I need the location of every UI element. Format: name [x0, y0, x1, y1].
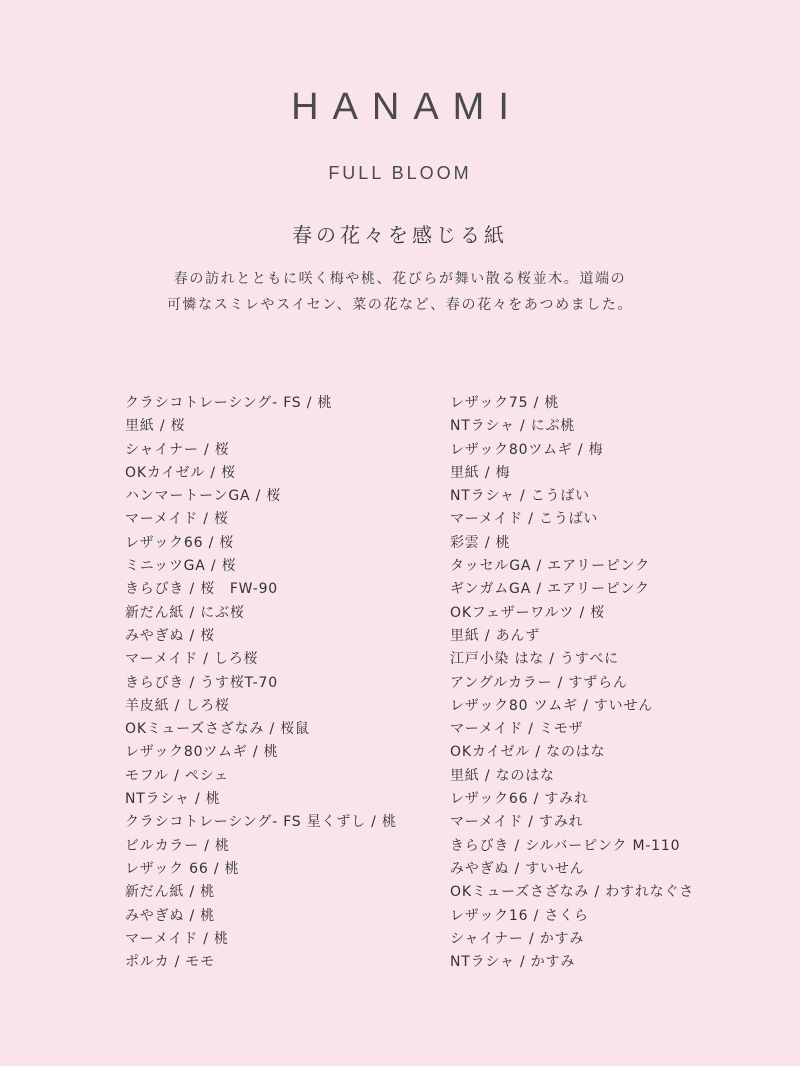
paper-list-item: レザック16 / さくら	[450, 907, 589, 924]
paper-list-item: アングルカラー / すずらん	[450, 674, 628, 691]
paper-list-item: ハンマートーンGA / 桜	[125, 488, 282, 505]
paper-list-item: OKミューズさざなみ / わすれなぐさ	[450, 884, 695, 901]
paper-list-item: 里紙 / 桜	[125, 418, 186, 435]
paper-list-right	[450, 393, 694, 975]
paper-list-item: みやぎぬ / すいせん	[450, 860, 585, 877]
paper-list-item: クラシコトレーシング- FS 星くずし / 桃	[125, 814, 397, 831]
paper-list-item: NTラシャ / にぶ桃	[450, 418, 576, 435]
paper-list-item: レザック 66 / 桃	[125, 860, 240, 877]
paper-list-item: モフル / ペシェ	[125, 767, 229, 784]
paper-list-item: 羊皮紙 / しろ桜	[125, 697, 230, 714]
brand-tagline: FULL BLOOM	[328, 163, 472, 183]
paper-list-item: 新だん紙 / 桃	[125, 884, 216, 901]
paper-list-item: マーメイド / すみれ	[450, 814, 584, 831]
brand-logo: HANAMI	[291, 86, 523, 128]
paper-list-item: OKカイゼル / 桜	[125, 464, 236, 481]
paper-list-item: レザック66 / すみれ	[450, 791, 589, 808]
paper-list-item: シャイナー / 桜	[125, 441, 230, 458]
paper-list-item: きらびき / シルバーピンク M-110	[450, 837, 681, 854]
paper-list-item: ポルカ / モモ	[125, 954, 216, 971]
paper-list-item: きらびき / 桜 FW-90	[125, 581, 279, 598]
paper-list-item: シャイナー / かすみ	[450, 930, 585, 947]
paper-list-item: レザック80ツムギ / 桃	[125, 744, 279, 761]
paper-list-item: NTラシャ / 桃	[125, 791, 221, 808]
paper-list-item: NTラシャ / かすみ	[450, 954, 576, 971]
paper-list-item: 新だん紙 / にぶ桜	[125, 604, 245, 621]
paper-list-item: ミニッツGA / 桜	[125, 558, 237, 575]
paper-list-item: レザック80ツムギ / 梅	[450, 441, 604, 458]
paper-list-item: マーメイド / ミモザ	[450, 721, 584, 738]
paper-list-item: 江戸小染 はな / うすべに	[450, 651, 619, 668]
paper-list-item: 里紙 / あんず	[450, 627, 541, 644]
page-heading: 春の花々を感じる紙	[292, 223, 508, 247]
intro-line-2: 可憐なスミレやスイセン、菜の花など、春の花々をあつめました。	[166, 297, 634, 313]
paper-list-item: きらびき / うす桜T-70	[125, 674, 278, 691]
paper-list-item: 里紙 / なのはな	[450, 767, 555, 784]
paper-list-item: NTラシャ / こうばい	[450, 488, 590, 505]
paper-list-item: みやぎぬ / 桜	[125, 627, 216, 644]
paper-list-item: レザック66 / 桜	[125, 534, 235, 551]
paper-list-item: レザック75 / 桃	[450, 395, 560, 411]
paper-list-item: タッセルGA / エアリーピンク	[450, 558, 651, 575]
paper-list-item: マーメイド / しろ桜	[125, 651, 259, 668]
paper-list-left	[125, 393, 397, 975]
paper-list-item: ビルカラー / 桃	[125, 837, 230, 854]
paper-list-item: ギンガムGA / エアリーピンク	[450, 581, 650, 598]
paper-list-item: OKミューズさざなみ / 桜鼠	[125, 721, 310, 738]
paper-list-item: マーメイド / こうばい	[450, 511, 599, 528]
paper-list-item: みやぎぬ / 桃	[125, 907, 216, 924]
paper-list-item: 里紙 / 梅	[450, 464, 511, 481]
intro-line-1: 春の訪れとともに咲く梅や桃、花びらが舞い散る桜並木。道端の	[173, 271, 627, 287]
paper-list-item: OKフェザーワルツ / 桜	[450, 604, 606, 621]
paper-list-item: レザック80 ツムギ / すいせん	[450, 697, 654, 714]
paper-list-item: クラシコトレーシング- FS / 桃	[125, 395, 333, 411]
paper-list-item: マーメイド / 桃	[125, 930, 229, 947]
paper-list-item: OKカイゼル / なのはな	[450, 744, 606, 761]
paper-list-item: マーメイド / 桜	[125, 511, 229, 528]
paper-list-item: 彩雲 / 桃	[450, 534, 511, 551]
